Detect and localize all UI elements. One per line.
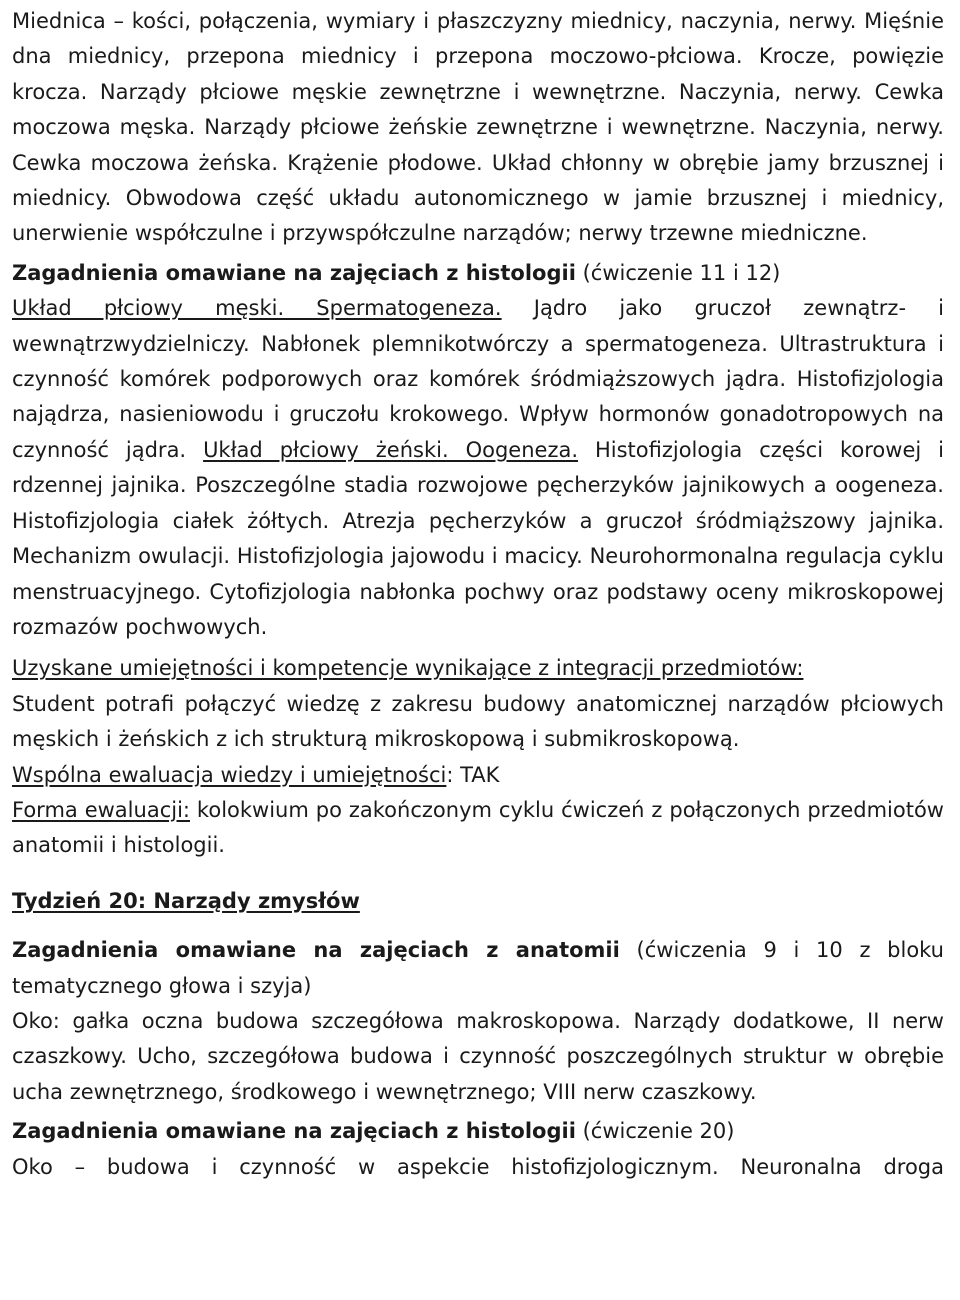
- histology-exercise-note: (ćwiczenie 11 i 12): [575, 260, 781, 285]
- week-20-title-line: [12, 884, 944, 919]
- histology-topics-text-1: Jądro jako gruczoł zewnątrz- i wewnątrzwydzielniczy. Nabłonek plemnikotwórczy a spermatogeneza. Ultrastruktura i czynność komórek podporowych oraz komórek śródmiąższowych jądra. Histofizjologia najądrza, nasieniowodu i gruczołu krokowego. Wpływ hormonów gonadotropowych na czynność jądra.: [12, 296, 945, 462]
- week-20-anatomy-heading: Zagadnienia omawiane na zajęciach z anatomii: [12, 938, 620, 963]
- topic-female-reproductive: Układ płciowy żeński. Oogeneza.: [203, 437, 579, 462]
- week-20-anatomy-paragraph: Oko: gałka oczna budowa szczegółowa makroskopowa. Narządy dodatkowe, II nerw czaszkowy. Ucho, szczegółowa budowa i czynność poszczególnych struktur w obrębie ucha zewnętrznego, środkowego i wewnętrznego; VIII nerw czaszkowy.: [12, 1008, 944, 1104]
- histology-heading: Zagadnienia omawiane na zajęciach z histologii: [12, 260, 576, 285]
- skills-heading: [12, 651, 944, 686]
- skills-paragraph: Student potrafi połączyć wiedzę z zakresu budowy anatomicznej narządów płciowych męskich i żeńskich z ich strukturą mikroskopową i submikroskopową.: [12, 691, 944, 752]
- week-20-title: Tydzień 20: Narządy zmysłów: [12, 888, 360, 913]
- histology-topics-text-2: Histofizjologia części korowej i rdzennej jajnika. Poszczególne stadia rozwojowe pęcherzyków jajnikowych a oogeneza. Histofizjologia ciałek żółtych. Atrezja pęcherzyków a gruczoł śródmiąższowy jajnika. Mechanizm owulacji. Histofizjologia jajowodu i macicy. Neurohormonalna regulacja cyklu menstruacyjnego. Cytofizjologia nabłonka pochwy oraz podstawy oceny mikroskopowej rozmazów pochwowych.: [12, 437, 944, 639]
- evaluation-form-label: Forma ewaluacji:: [12, 797, 190, 822]
- week-20-histology-header: [12, 1114, 944, 1149]
- document-page: [12, 4, 944, 1185]
- evaluation-form-paragraph: [12, 793, 944, 864]
- joint-evaluation-line: [12, 758, 944, 793]
- evaluation-form-value: kolokwium po zakończonym cyklu ćwiczeń z połączonych przedmiotów anatomii i histologii.: [12, 797, 944, 858]
- week-20-anatomy-exercise: (ćwiczenia 9 i 10 z bloku tematycznego głowa i szyja): [12, 938, 944, 998]
- anatomy-topics-paragraph: Miednica – kości, połączenia, wymiary i płaszczyzny miednicy, naczynia, nerwy. Mięśnie dna miednicy, przepona miednicy i przepona moczowo-płciowa. Krocze, powięzie krocza. Narządy płciowe męskie zewnętrzne i wewnętrzne. Naczynia, nerwy. Cewka moczowa męska. Narządy płciowe żeńskie zewnętrzne i wewnętrzne. Naczynia, nerwy. Cewka moczowa żeńska. Krążenie płodowe. Układ chłonny w obrębie jamy brzusznej i miednicy. Obwodowa część układu autonomicznego w jamie brzusznej i miednicy, unerwienie współczulne i przywspółczulne narządów; nerwy trzewne miedniczne.: [12, 9, 944, 246]
- skills-heading-text: Uzyskane umiejętności i kompetencje wynikające z integracji przedmiotów:: [12, 656, 804, 681]
- histology-section-header: [12, 256, 944, 291]
- joint-evaluation-value: : TAK: [446, 762, 500, 787]
- week-20-histology-paragraph: Oko – budowa i czynność w aspekcie histofizjologicznym. Neuronalna droga: [12, 1154, 944, 1179]
- week-20-histology-heading: Zagadnienia omawiane na zajęciach z histologii: [12, 1119, 576, 1144]
- topic-male-reproductive: Układ płciowy męski. Spermatogeneza.: [12, 296, 502, 321]
- week-20-histology-exercise: (ćwiczenie 20): [575, 1119, 735, 1144]
- joint-evaluation-label: Wspólna ewaluacja wiedzy i umiejętności: [12, 762, 447, 787]
- week-20-anatomy-header: [12, 933, 944, 1004]
- histology-topics-paragraph: [12, 291, 944, 645]
